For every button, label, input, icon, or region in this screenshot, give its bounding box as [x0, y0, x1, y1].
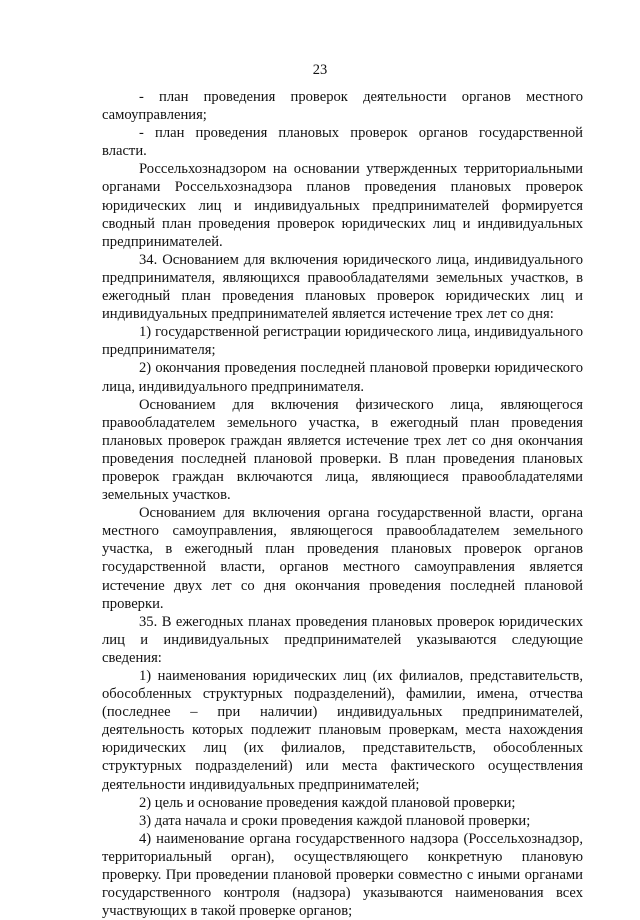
paragraph-clause-35-item-2: 2) цель и основание проведения каждой плановой проверки; [139, 794, 516, 811]
paragraph-state-authority-plan: - план проведения плановых проверок органов государственной власти. [102, 125, 583, 160]
paragraph-clause-35-item-1: 1) наименования юридических лиц (их филиалов, представительств, обособленных структурных подразделений), фамилии, имена, отчества (последнее – при наличии) индивидуальных предпринимателей, деятельность которых подлежит плановым проверкам, места нахождения юридических лиц (их филиалов, представительств, обособленных структурных подразделений) или места фактического осуществления деятельности индивидуальных предпринимателей; [102, 668, 583, 793]
paragraph-clause-34: 34. Основанием для включения юридического лица, индивидуального предпринимателя, являющихся правообладателями земельных участков, в ежегодный план проведения плановых проверок юридических лиц и индивидуальных предпринимателей является истечение трех лет со дня: [102, 251, 583, 323]
paragraph-authorities-basis: Основанием для включения органа государственной власти, органа местного самоуправления, являющегося правообладателем земельного участка, в ежегодный план проведения плановых проверок органов государственной власти, органов местного самоуправления является истечение двух лет со дня окончания проведения последней плановой проверки. [102, 505, 583, 612]
paragraph-clause-35-item-3: 3) дата начала и сроки проведения каждой плановой проверки; [139, 812, 531, 829]
paragraph-consolidated-plan: Россельхознадзором на основании утвержденных территориальными органами Россельхознадзора планов проведения плановых проверок юридических лиц и индивидуальных предпринимателей формируется сводный план проведения проверок юридических лиц и индивидуальных предпринимателей. [102, 161, 583, 250]
paragraph-clause-35: 35. В ежегодных планах проведения плановых проверок юридических лиц и индивидуальных предпринимателей указываются следующие сведения: [102, 613, 583, 666]
paragraph-clause-35-item-4: 4) наименование органа государственного надзора (Россельхознадзор, территориальный орган), осуществляющего конкретную плановую проверку. При проведении плановой проверки совместно с иными органами государственного контроля (надзора) указываются наименования всех участвующих в такой проверке органов; [102, 830, 583, 920]
document-body [102, 88, 583, 920]
paragraph-individuals-basis: Основанием для включения физического лица, являющегося правообладателем земельного участка, в ежегодный план проведения плановых проверок граждан является истечение трех лет со дня окончания проведения последней плановой проверки. В план проведения плановых проверок граждан включаются лица, являющиеся правообладателями земельных участков. [102, 396, 583, 504]
paragraph-clause-34-item-2: 2) окончания проведения последней плановой проверки юридического лица, индивидуального предпринимателя. [102, 360, 583, 395]
page-number: 23 [312, 62, 328, 78]
paragraph-clause-34-item-1: 1) государственной регистрации юридического лица, индивидуального предпринимателя; [102, 324, 583, 359]
paragraph-local-government-plan: - план проведения проверок деятельности органов местного самоуправления; [102, 89, 583, 124]
